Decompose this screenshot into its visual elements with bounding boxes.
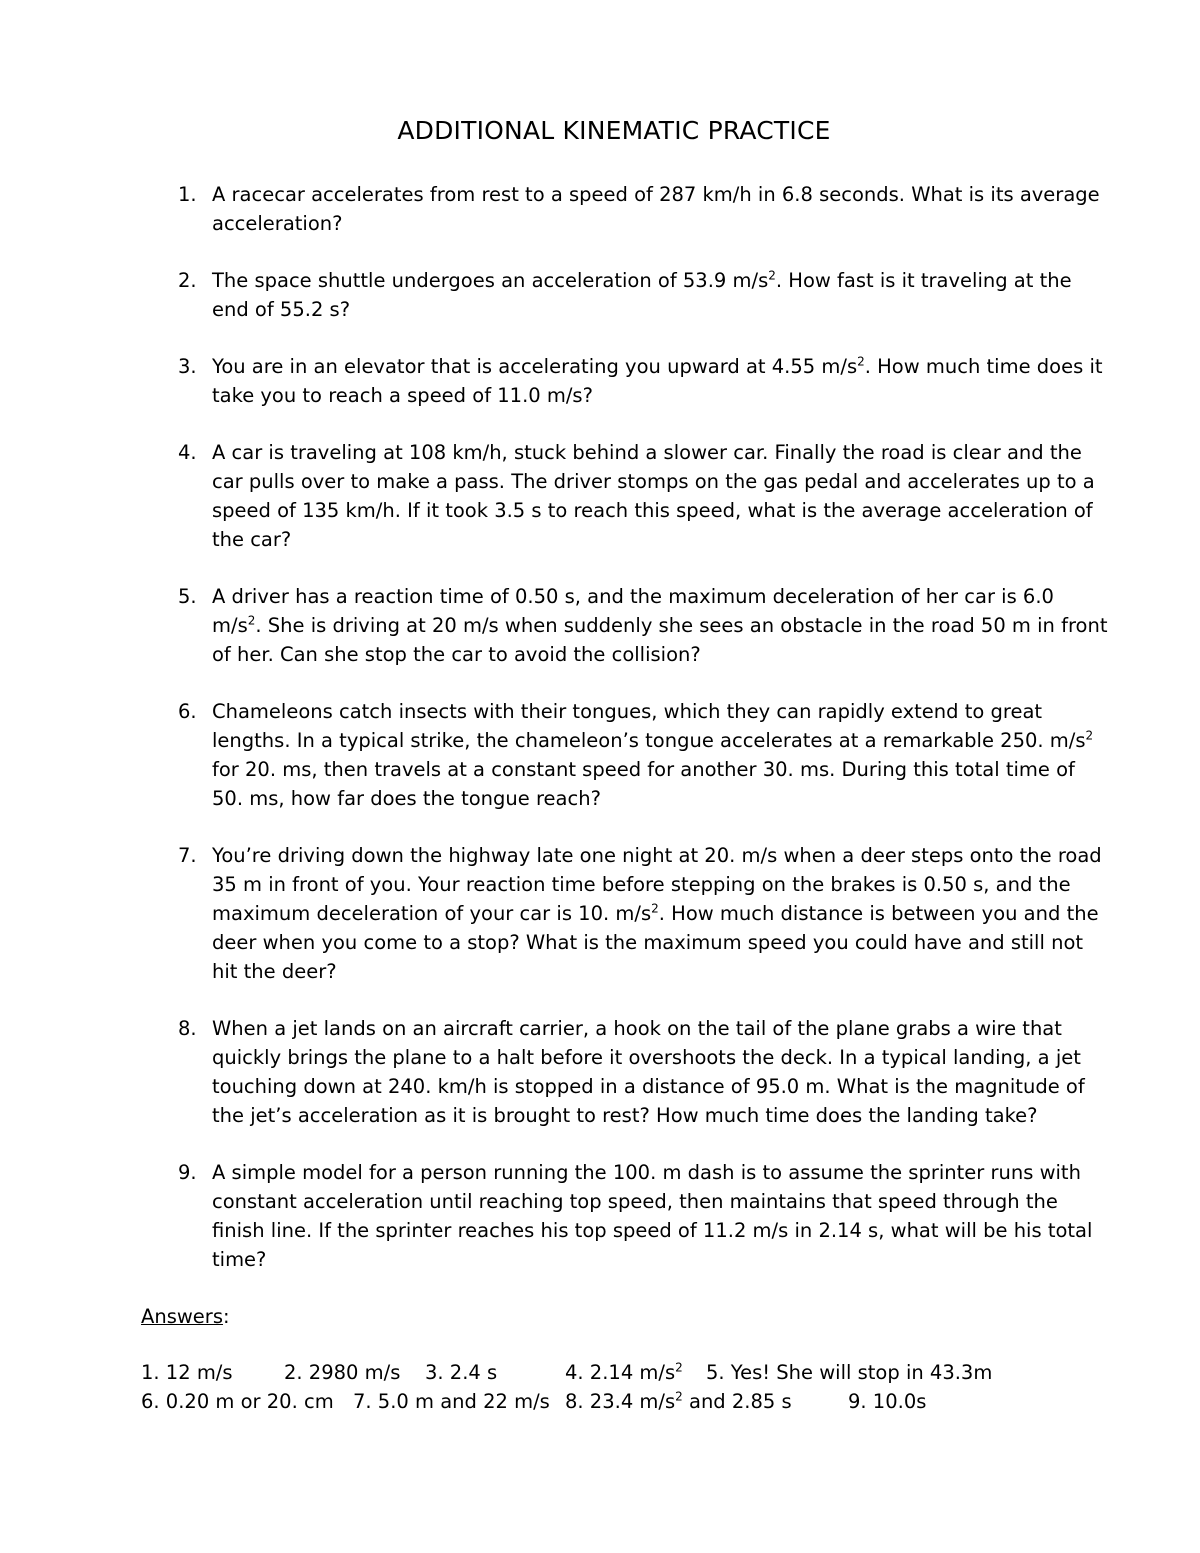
problem-item bbox=[178, 582, 1108, 669]
exponent: 2 bbox=[675, 1389, 683, 1404]
problem-text: A racecar accelerates from rest to a speed of 287 km/h in 6.8 seconds. What is its average acceleration? bbox=[212, 183, 1100, 235]
problem-number: 8. bbox=[178, 1017, 197, 1040]
answer-item: 3. 2.4 s bbox=[425, 1361, 498, 1384]
problem-item bbox=[178, 438, 1108, 554]
problem-number: 5. bbox=[178, 585, 197, 608]
problem-number: 2. bbox=[178, 269, 197, 292]
exponent: 2 bbox=[675, 1360, 683, 1375]
problem-text: The space shuttle undergoes an acceleration of 53.9 $m/s^2$. How fast is it traveling at the end of 55.2 s? bbox=[212, 268, 1072, 321]
problem-text: You are in an elevator that is accelerating you upward at 4.55 $m/s^2$. How much time does it take you to reach a speed of 11.0 m/s? bbox=[212, 354, 1103, 407]
problem-text: Chameleons catch insects with their tongues, which they can rapidly extend to great lengths. In a typical strike, the chameleon’s tongue accelerates at a remarkable 250. $m/s^2$ for 20. ms, then travels at a constant speed for another 30. ms. During this total time of 50. ms, how far does the tongue reach? bbox=[212, 700, 1094, 810]
problem-text: When a jet lands on an aircraft carrier, a hook on the tail of the plane grabs a wire that quickly brings the plane to a halt before it overshoots the deck. In a typical landing, a jet touching down at 240. km/h is stopped in a distance of 95.0 m. What is the magnitude of the jet’s acceleration as it is brought to rest? How much time does the landing take? bbox=[212, 1017, 1085, 1127]
problem-text: A car is traveling at 108 km/h, stuck behind a slower car. Finally the road is clear and the car pulls over to make a pass. The driver stomps on the gas pedal and accelerates up to a speed of 135 km/h. If it took 3.5 s to reach this speed, what is the average acceleration of the car? bbox=[212, 441, 1095, 551]
problem-text: A driver has a reaction time of 0.50 s, and the maximum deceleration of her car is 6.0 $m/s^2$. She is driving at 20 m/s when suddenly she sees an obstacle in the road 50 m in front of her. Can she stop the car to avoid the collision? bbox=[212, 585, 1108, 666]
answer-item: 9. 10.0s bbox=[848, 1390, 927, 1413]
exponent: 2 bbox=[857, 354, 865, 369]
answer-item: 2. 2980 m/s bbox=[284, 1361, 401, 1384]
problem-item bbox=[178, 697, 1108, 813]
problem-item bbox=[178, 1158, 1108, 1274]
problem-number: 7. bbox=[178, 844, 197, 867]
answer-item: 5. Yes! She will stop in 43.3m bbox=[706, 1361, 993, 1384]
problem-text: A simple model for a person running the 100. m dash is to assume the sprinter runs with constant acceleration until reaching top speed, then maintains that speed through the finish line. If the sprinter reaches his top speed of 11.2 m/s in 2.14 s, what will be his total time? bbox=[212, 1161, 1093, 1271]
problem-item bbox=[178, 1014, 1108, 1130]
exponent: 2 bbox=[768, 268, 776, 283]
answer-item: 6. 0.20 m or 20. cm bbox=[141, 1390, 334, 1413]
problem-item bbox=[178, 841, 1108, 986]
problem-number: 3. bbox=[178, 355, 197, 378]
problem-number: 6. bbox=[178, 700, 197, 723]
answer-item: 1. 12 m/s bbox=[141, 1361, 233, 1384]
problem-number: 1. bbox=[178, 183, 197, 206]
exponent: 2 bbox=[651, 901, 659, 916]
answer-item: 7. 5.0 m and 22 m/s bbox=[353, 1390, 550, 1413]
problem-item bbox=[178, 352, 1108, 410]
problem-text: You’re driving down the highway late one night at 20. m/s when a deer steps onto the road 35 m in front of you. Your reaction time before stepping on the brakes is 0.50 s, and the maximum deceleration of your car is 10. $m/s^2$. How much distance is between you and the deer when you come to a stop? What is the maximum speed you could have and still not hit the deer? bbox=[212, 844, 1102, 983]
answers-heading: Answers: bbox=[141, 1305, 230, 1328]
problem-number: 9. bbox=[178, 1161, 197, 1184]
answer-item: 4. 2.14 $m/s^2$ bbox=[565, 1360, 683, 1384]
page-title: ADDITIONAL KINEMATIC PRACTICE bbox=[397, 116, 831, 145]
problem-list bbox=[178, 180, 1108, 1302]
exponent: 2 bbox=[1085, 728, 1094, 743]
answer-item: 8. 23.4 $m/s^2$ and 2.85 s bbox=[565, 1389, 792, 1413]
problem-number: 4. bbox=[178, 441, 197, 464]
problem-item bbox=[178, 266, 1108, 324]
problem-item bbox=[178, 180, 1108, 238]
exponent: 2 bbox=[247, 613, 256, 628]
